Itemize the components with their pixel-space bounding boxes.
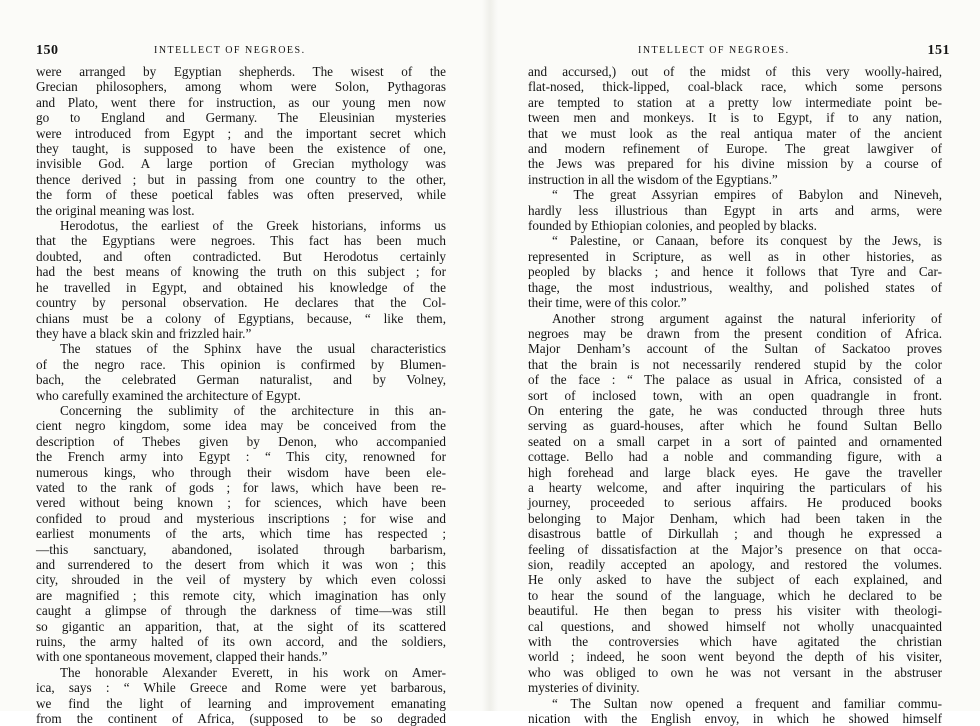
text-line: hardly less illustrious than Egypt in arts and arms, were [528, 202, 942, 218]
text-line: thence derived ; but in passing from one country to the other, [36, 171, 446, 187]
left-running-head [36, 36, 446, 64]
text-line: vered without being known ; for sciences, which have been [36, 495, 446, 511]
text-line: they taught, is supposed to have been the existence of one, [36, 141, 446, 157]
text-line: nication with the English envoy, in which he showed himself [528, 711, 942, 726]
text-line: and accursed,) out of the midst of this very woolly-haired, [528, 64, 942, 79]
right-page-number: 151 [927, 43, 950, 58]
right-running-head [528, 36, 950, 64]
text-line: “ Palestine, or Canaan, before its conquest by the Jews, is [552, 233, 942, 249]
text-line: the French army into Egypt : “ This city, renowned for [36, 449, 446, 465]
text-line: ica, says : “ While Greece and Rome were yet barbarous, [36, 680, 446, 696]
right-page-body [528, 64, 942, 726]
text-line: Herodotus, the earliest of the Greek historians, informs us [60, 218, 446, 234]
text-line: of the negro race. This opinion is confirmed by Blumen- [36, 356, 446, 372]
text-line: disastrous battle of Dirkullah ; and though he expressed a [528, 526, 942, 542]
text-line: cottage. Bello had a noble and commanding figure, with a [528, 449, 942, 465]
text-line: that we must look as the real antiqua mater of the ancient [528, 125, 942, 141]
text-line: they have a black skin and frizzled hair.” [36, 325, 252, 341]
text-line: The statues of the Sphinx have the usual characteristics [60, 341, 446, 357]
text-line: from the continent of Africa, (supposed to be so degraded [36, 711, 446, 726]
text-line: —this sanctuary, abandoned, isolated through barbarism, [36, 541, 446, 557]
text-line: seated on a small carpet in a sort of painted and ornamented [528, 433, 942, 449]
book-gutter [482, 0, 498, 711]
left-page-body [36, 64, 446, 726]
text-line: Major Denham’s account of the Sultan of Sackatoo proves [528, 341, 942, 357]
text-line: instruction in all the wisdom of the Egyptians.” [528, 171, 778, 187]
text-line: Grecian philosophers, among whom were Solon, Pythagoras [36, 79, 446, 95]
text-line: world ; indeed, he soon went beyond the depth of his visiter, [528, 649, 942, 665]
text-line: who was obliged to own he was not versant in the abstruser [528, 664, 942, 680]
text-line: represented in Scripture, as well as in other histories, as [528, 248, 942, 264]
text-line: were arranged by Egyptian shepherds. The wisest of the [36, 64, 446, 79]
text-line: with one spontaneous movement, clapped their hands.” [36, 649, 328, 665]
text-line: “ The great Assyrian empires of Babylon and Nineveh, [552, 187, 942, 203]
text-line: beautiful. He then began to press his visiter with theologi- [528, 603, 942, 619]
text-line: numerous kings, who through their wisdom have been ele- [36, 464, 446, 480]
text-line: and Plato, went there for instruction, as our young men now [36, 94, 446, 110]
text-line: were introduced from Egypt ; and the important secret which [36, 125, 446, 141]
right-page [528, 36, 950, 726]
text-line: bach, the celebrated German naturalist, and by Volney, [36, 372, 446, 388]
text-line: “ The Sultan now opened a frequent and familiar commu- [552, 695, 942, 711]
right-running-title: INTELLECT OF NEGROES. [638, 45, 790, 56]
text-line: confided to proud and mysterious inscriptions ; for wise and [36, 510, 446, 526]
text-line: He only asked to have the subject of each explained, and [528, 572, 942, 588]
text-line: of the face : “ The palace as usual in Africa, consisted of a [528, 372, 942, 388]
text-line: tween men and monkeys. It is to Egypt, if to any nation, [528, 110, 942, 126]
text-line: city, shrouded in the veil of mystery by which even colossi [36, 572, 446, 588]
text-line: their time, were of this color.” [528, 295, 687, 311]
text-line: description of Thebes given by Denon, who accompanied [36, 433, 446, 449]
text-line: sort of inclosed town, with an open quadrangle in front. [528, 387, 942, 403]
text-line: Another strong argument against the natural inferiority of [552, 310, 942, 326]
text-line: On entering the gate, he was conducted through three huts [528, 402, 942, 418]
text-line: negroes may be drawn from the present condition of Africa. [528, 325, 942, 341]
text-line: earliest monuments of the arts, which time has respected ; [36, 526, 446, 542]
text-line: belonging to Major Denham, which had been taken in the [528, 510, 942, 526]
text-line: with the controversies which have agitated the christian [528, 634, 942, 650]
text-line: country by personal observation. He declares that the Col- [36, 295, 446, 311]
text-line: so gigantic an apparition, that, at the sight of its scattered [36, 618, 446, 634]
text-line: mysteries of divinity. [528, 680, 640, 696]
text-line: the form of these poetical fables was often preserved, while [36, 187, 446, 203]
text-line: the Jews was prepared for his divine mission by a course of [528, 156, 942, 172]
text-line: that the brain is not necessarily rendered stupid by the color [528, 356, 942, 372]
text-line: sion, readily accepted an apology, and restored the volumes. [528, 557, 942, 572]
left-page-number: 150 [36, 43, 59, 58]
text-line: cal questions, and showed himself not wholly unacquainted [528, 618, 942, 634]
text-line: The honorable Alexander Everett, in his work on Amer- [60, 664, 446, 680]
text-line: founded by Ethiopian colonies, and peopled by blacks. [528, 218, 817, 234]
text-line: journey, proceeded to serious affairs. He produced books [528, 495, 942, 511]
text-line: we find the light of learning and improvement emanating [36, 695, 446, 711]
text-line: the original meaning was lost. [36, 202, 195, 218]
text-line: that the Egyptians were negroes. This fact has been much [36, 233, 446, 249]
text-line: vated to the rank of gods ; for laws, which have been re- [36, 479, 446, 495]
text-line: invisible God. A large portion of Grecian mythology was [36, 156, 446, 172]
text-line: cient negro kingdom, some idea may be conceived from the [36, 418, 446, 434]
text-line: thage, the most industrious, wealthy, and polished states of [528, 279, 942, 295]
text-line: he travelled in Egypt, and obtained his knowledge of the [36, 279, 446, 295]
text-line: chians must be a colony of Egyptians, because, “ like them, [36, 310, 446, 326]
text-line: and modern refinement of Europe. The great lawgiver of [528, 141, 942, 157]
left-page [36, 36, 446, 726]
text-line: doubted, and often contradicted. But Herodotus certainly [36, 248, 446, 264]
text-line: to hear the sound of the language, which he declared to be [528, 587, 942, 603]
text-line: serving as guard-houses, after which he found Sultan Bello [528, 418, 942, 434]
text-line: ruins, the army halted of its own accord, and the soldiers, [36, 634, 446, 650]
text-line: go to England and Germany. The Eleusinian mysteries [36, 110, 446, 126]
text-line: are tempted to station at a pretty low intermediate point be- [528, 94, 942, 110]
text-line: peopled by blacks ; and hence it follows that Tyre and Car- [528, 264, 942, 280]
text-line: are magnified ; this remote city, which imagination has only [36, 587, 446, 603]
text-line: who carefully examined the architecture of Egypt. [36, 387, 301, 403]
text-line: high forehead and large black eyes. He gave the traveller [528, 464, 942, 480]
text-line: Concerning the sublimity of the architecture in this an- [60, 402, 446, 418]
text-line: flat-nosed, thick-lipped, coal-black race, which some persons [528, 79, 942, 95]
text-line: had the best means of knowing the truth on this subject ; for [36, 264, 446, 280]
text-line: a hearty welcome, and after inquiring the particulars of his [528, 479, 942, 495]
left-running-title: INTELLECT OF NEGROES. [154, 45, 306, 56]
text-line: caught a glimpse of through the darkness of time—was still [36, 603, 446, 619]
text-line: and surrendered to the desert from which it was won ; this [36, 557, 446, 572]
text-line: feeling of dissatisfaction at the Major’s presence on that occa- [528, 541, 942, 557]
